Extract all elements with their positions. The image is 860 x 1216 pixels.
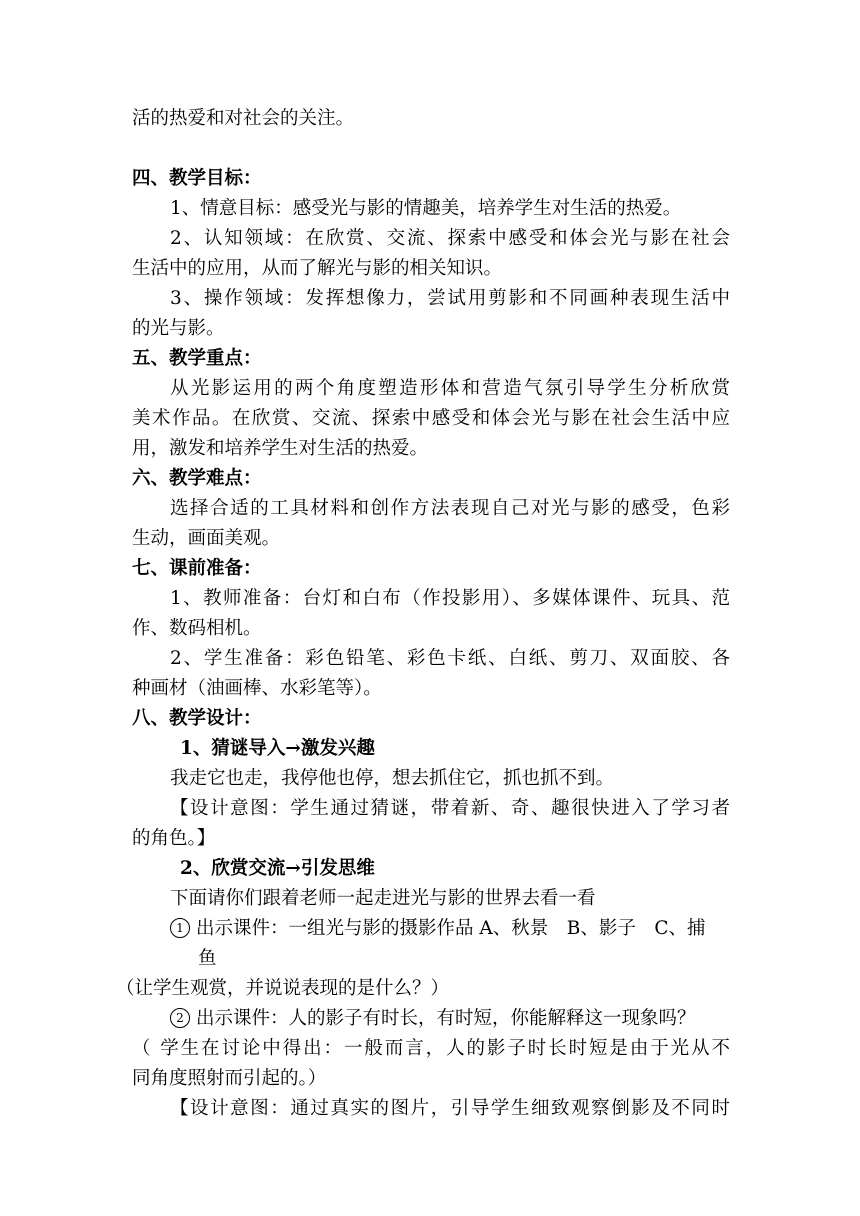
item-text: 出示课件：一组光与影的摄影作品 A、秋景 B、影子 C、捕 [196,918,706,939]
numbered-item [170,914,730,944]
subsection-heading: 1、猜谜导入→激发兴趣 [180,738,375,759]
text-line: 的光与影。 [132,318,225,339]
section-heading-preparation: 七、课前准备： [132,558,262,579]
text-line: 3、操作领域：发挥想像力，尝试用剪影和不同画种表现生活中 [170,288,730,309]
text-line: 用，激发和培养学生对生活的热爱。 [132,438,429,459]
text-line: 种画材（油画棒、水彩笔等）。 [132,678,382,699]
text-line: 同角度照射而引起的。） [132,1068,327,1089]
text-line: 生动，画面美观。 [132,528,281,549]
numbered-item [170,1004,696,1034]
text-line: 美术作品。在欣赏、交流、探索中感受和体会光与影在社会生活中应 [132,408,730,429]
text-line: 活的热爱和对社会的关注。 [132,108,355,129]
text-line: 鱼 [198,948,217,969]
circled-number: 1 [170,918,190,938]
text-line: 我走它也走，我停他也停，想去抓住它，抓也抓不到。 [170,768,615,789]
text-line: 从光影运用的两个角度塑造形体和营造气氛引导学生分析欣赏 [170,378,730,399]
section-heading-difficulties: 六、教学难点： [132,468,262,489]
text-line: 1、教师准备：台灯和白布（作投影用）、多媒体课件、玩具、范 [170,588,730,609]
text-line: 2、学生准备：彩色铅笔、彩色卡纸、白纸、剪刀、双面胶、各 [170,648,730,669]
text-line: 的角色。】 [132,828,216,849]
section-heading-objectives: 四、教学目标： [132,168,262,189]
circled-number: 2 [170,1008,190,1028]
text-line: 选择合适的工具材料和创作方法表现自己对光与影的感受，色彩 [170,498,730,519]
section-heading-key-points: 五、教学重点： [132,348,262,369]
text-line: （ 学生在讨论中得出：一般而言，人的影子时长时短是由于光从不 [132,1038,730,1059]
text-line: （让学生观赏，并说说表现的是什么？） [116,978,450,999]
subsection-heading: 2、欣赏交流→引发思维 [180,858,375,879]
item-text: 出示课件：人的影子有时长，有时短，你能解释这一现象吗？ [196,1008,696,1029]
text-line: 【设计意图：学生通过猜谜，带着新、奇、趣很快进入了学习者 [170,798,730,819]
text-line: 【设计意图：通过真实的图片，引导学生细致观察倒影及不同时 [170,1098,730,1119]
text-line: 下面请你们跟着老师一起走进光与影的世界去看一看 [170,888,596,909]
text-line: 2、认知领域：在欣赏、交流、探索中感受和体会光与影在社会 [170,228,730,249]
text-line: 作、数码相机。 [132,618,262,639]
section-heading-design: 八、教学设计： [132,708,262,729]
text-line: 1、情意目标：感受光与影的情趣美，培养学生对生活的热爱。 [170,198,682,219]
text-line: 生活中的应用，从而了解光与影的相关知识。 [132,258,503,279]
